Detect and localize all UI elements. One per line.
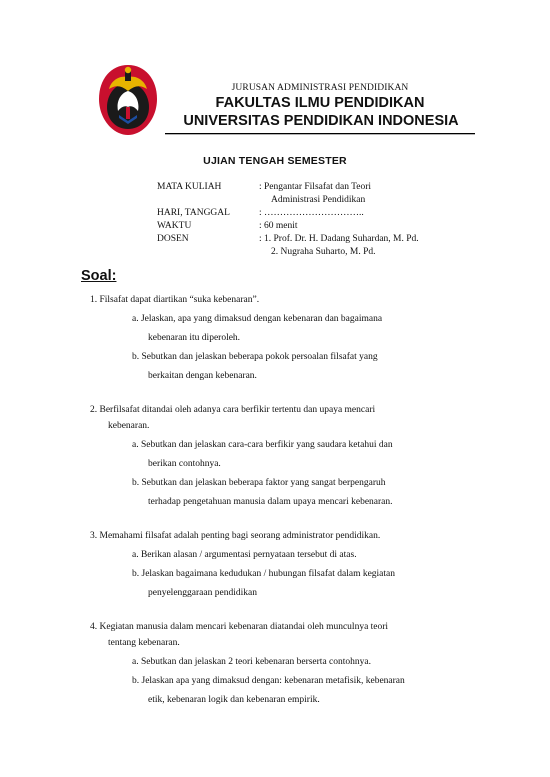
- question-4: 4. Kegiatan manusia dalam mencari kebenaran diatandai oleh munculnya teori: [90, 622, 389, 632]
- question-2: 2. Berfilsafat ditandai oleh adanya cara berfikir tertentu dan upaya mencari: [90, 405, 376, 415]
- question-4-cont: tentang kebenaran.: [108, 638, 180, 648]
- university-name: UNIVERSITAS PENDIDIKAN INDONESIA: [183, 113, 459, 129]
- exam-title: UJIAN TENGAH SEMESTER: [203, 155, 347, 167]
- question-4b-cont: etik, kebenaran logik dan kebenaran empirik.: [148, 695, 320, 705]
- question-4b: b. Jelaskan apa yang dimaksud dengan: kebenaran metafisik, kebenaran: [132, 676, 405, 686]
- question-1a: a. Jelaskan, apa yang dimaksud dengan kebenaran dan bagaimana: [132, 314, 383, 324]
- soal-heading: Soal:: [81, 268, 117, 284]
- info-row-time: [157, 220, 419, 232]
- question-1: 1. Filsafat dapat diartikan “suka kebenaran”.: [90, 295, 260, 305]
- info-row-course: [157, 181, 419, 193]
- question-2-cont: kebenaran.: [108, 421, 150, 431]
- lecturer-value-cont: 2. Nugraha Suharto, M. Pd.: [271, 247, 376, 257]
- question-1b: b. Sebutkan dan jelaskan beberapa pokok persoalan filsafat yang: [132, 352, 378, 362]
- question-3a: a. Berikan alasan / argumentasi pernyataan tersebut di atas.: [132, 550, 357, 560]
- time-value: : 60 menit: [259, 221, 298, 231]
- question-2b: b. Sebutkan dan jelaskan beberapa faktor yang sangat berpengaruh: [132, 478, 386, 488]
- time-label: WAKTU: [157, 221, 192, 231]
- question-1a-cont: kebenaran itu diperoleh.: [148, 333, 241, 343]
- info-row-lecturer: [157, 233, 419, 245]
- date-label: HARI, TANGGAL: [157, 208, 230, 218]
- exam-info: [157, 181, 419, 259]
- university-logo: [97, 63, 159, 137]
- question-3b-cont: penyelenggaraan pendidikan: [148, 588, 257, 598]
- course-value-cont: Administrasi Pendidikan: [271, 195, 366, 205]
- lecturer-value: : 1. Prof. Dr. H. Dadang Suhardan, M. Pd.: [259, 234, 419, 244]
- header-rule: [165, 133, 475, 135]
- question-2a: a. Sebutkan dan jelaskan cara-cara berfikir yang saudara ketahui dan: [132, 440, 393, 450]
- info-row-date: [157, 207, 419, 219]
- lecturer-label: DOSEN: [157, 234, 189, 244]
- question-2a-cont: berikan contohnya.: [148, 459, 221, 469]
- date-value: : …………………………..: [259, 208, 364, 218]
- course-value: : Pengantar Filsafat dan Teori: [259, 182, 372, 192]
- question-3b: b. Jelaskan bagaimana kedudukan / hubungan filsafat dalam kegiatan: [132, 569, 396, 579]
- question-3: 3. Memahami filsafat adalah penting bagi seorang administrator pendidikan.: [90, 531, 381, 541]
- question-4a: a. Sebutkan dan jelaskan 2 teori kebenaran berserta contohnya.: [132, 657, 371, 667]
- question-2b-cont: terhadap pengetahuan manusia dalam upaya mencari kebenaran.: [148, 497, 393, 507]
- course-label: MATA KULIAH: [157, 182, 222, 192]
- department-name: JURUSAN ADMINISTRASI PENDIDIKAN: [231, 83, 409, 93]
- question-1b-cont: berkaitan dengan kebenaran.: [148, 371, 257, 381]
- faculty-name: FAKULTAS ILMU PENDIDIKAN: [215, 95, 425, 111]
